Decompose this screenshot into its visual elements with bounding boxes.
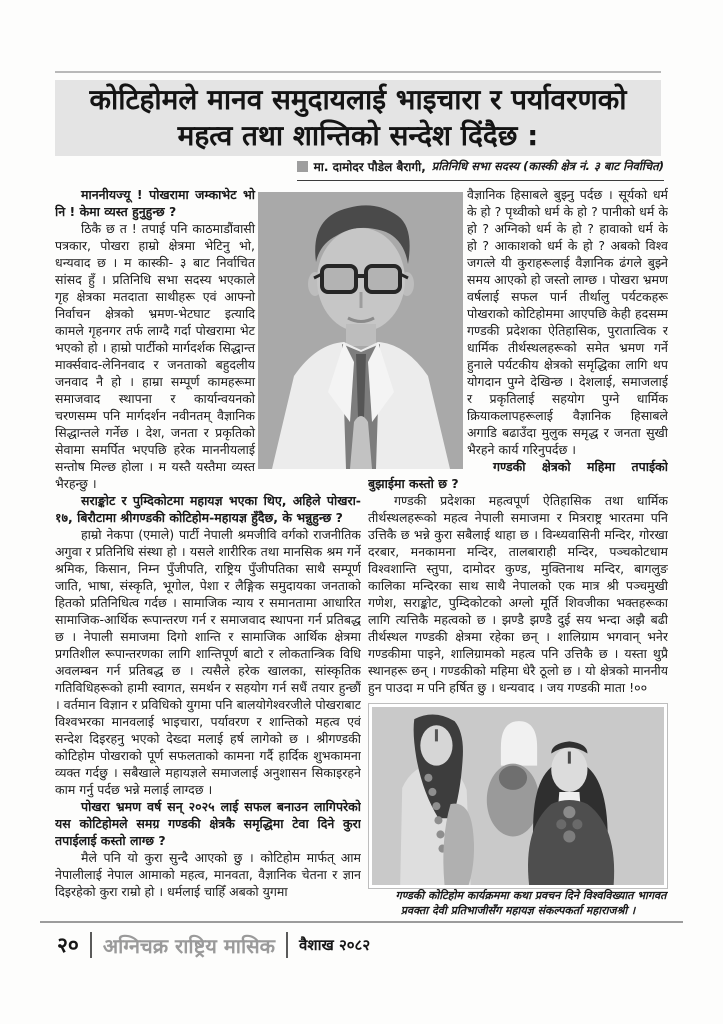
question-3: पोखरा भ्रमण वर्ष सन् २०२५ लाई सफल बनाउन लागिपरेको यस कोटिहोमले समग्र गण्डकी क्षेत्रकै समृद्धिमा टेवा दिने कुरा तपाईलाई कस्तो लाग्छ ?	[55, 799, 361, 848]
footer	[57, 931, 370, 959]
question-4: गण्डकी क्षेत्रको महिमा तपाईको बुझाईमा कस्तो छ ?	[368, 459, 668, 491]
article-title-line1: कोटिहोमले मानव समुदायलाई भाइचारा र पर्यावरणको	[89, 83, 627, 116]
event-photo-caption: गण्डकी कोटिहोम कार्यक्रममा कथा प्रवचन दिने विश्वविख्यात भागवत प्रवक्ता देवी प्रतिभाजीसँग महायज्ञ संकल्पकर्ता महाराजश्री ।	[368, 889, 668, 923]
byline-author-name: मा. दामोदर पौडेल बैरागी,	[313, 160, 426, 174]
answer-4: गण्डकी प्रदेशका महत्वपूर्ण ऐतिहासिक तथा धार्मिक तीर्थस्थलहरूको महत्व नेपाली समाजमा र मित्रराष्ट्र भारतमा पनि उत्तिकै छ भन्ने कुरा सबैलाई थाहा छ । विन्ध्यवासिनी मन्दिर, गोरखा दरबार, मनकामना मन्दिर, तालबाराही मन्दिर, पञ्चकोटधाम विश्वशान्ति स्तुपा, दामोदर कुण्ड, मुक्तिनाथ मन्दिर, बागलुङ कालिका मन्दिरका साथ साथै नेपालको एक मात्र श्री पञ्चमुखी गणेश, सराङ्कोट, पुम्दिकोटको अग्लो मूर्ति शिवजीका भक्तहरूका लागि त्यत्तिकै महत्वको छ । झण्डै झण्डै दुई सय भन्दा अझै बढी तीर्थस्थल गण्डकी क्षेत्रमा रहेका छन् । शालिग्राम भगवान् भनेर गण्डकीमा पाइने, शालिग्रामको महत्व पनि उत्तिकै छ । यस्ता थुप्रै स्थानहरू छन् । गण्डकीको महिमा धेरै ठूलो छ । यो क्षेत्रको माननीय हुन पाउदा म पनि हर्षित छु । धन्यवाद । जय गण्डकी माता !००	[368, 493, 668, 695]
magazine-name: अग्निचक्र राष्ट्रिय मासिक	[102, 933, 276, 958]
byline-author-role: प्रतिनिधि सभा सदस्य (कास्की क्षेत्र नं. ३ बाट निर्वाचित)	[431, 159, 664, 173]
answer-2: हाम्रो नेकपा (एमाले) पार्टी नेपाली श्रमजीवि वर्गको राजनीतिक अगुवा र प्रतिनिधि संस्था हो । यसले शारीरिक तथा मानसिक श्रम गर्ने श्रमिक, किसान, निम्न पुँजीपति, राष्ट्रिय पुँजीपतिका साथै सम्पूर्ण जाति, भाषा, संस्कृति, भूगोल, पेशा र लैङ्गिक समुदायका जनताको हितको प्रतिनिधित्व गर्दछ । सामाजिक न्याय र समानतामा आधारित सामाजिक-आर्थिक रूपान्तरण गर्न र समाजवाद स्थापना गर्न प्रतिबद्ध छ । नेपाली समाजमा दिगो शान्ति र सामाजिक आर्थिक क्षेत्रमा प्रगतिशील रूपान्तरणका लागि शान्तिपूर्ण बाटो र लोकतान्त्रिक विधि अवलम्बन गर्न प्रतिबद्ध छ । त्यसैले हरेक खालका, सांस्कृतिक गतिविधिहरूको हामी स्वागत, समर्थन र सहयोग गर्न सधैं तयार हुन्छौं । वर्तमान विज्ञान र प्रविधिको युगमा पनि बालयोगेश्वरजीले पोखराबाट विश्वभरका मानवलाई भाइचारा, पर्यावरण र शान्तिको महत्व एवं सन्देश दिइरहनु भएको देख्दा मलाई हर्ष लागेको छ । श्रीगण्डकी कोटिहोम पोखराको पूर्ण सफलताको कामना गर्दै हार्दिक शुभकामना व्यक्त गर्दछु । सबैखाले महायज्ञले समाजलाई अनुशासन सिकाइरहने काम गर्नु पर्दछ भन्ने मलाई लाग्दछ ।	[55, 527, 361, 797]
photo-wrap-spacer	[368, 186, 467, 473]
question-1: माननीयज्यू ! पोखरामा जम्काभेट भो नि ! केमा व्यस्त हुनुहुन्छ ?	[55, 187, 255, 219]
event-photo-illustration	[372, 707, 664, 885]
event-photo	[368, 703, 668, 889]
footer-divider	[286, 932, 288, 958]
footer-rule	[40, 921, 683, 923]
footer-divider	[90, 932, 92, 958]
byline	[297, 158, 664, 181]
page-number: २०	[57, 933, 79, 957]
answer-3-right-part: वैज्ञानिक हिसाबले बुझ्नु पर्दछ । सूर्यको धर्म के हो ? पृथ्वीको धर्म के हो ? पानीको धर्म के हो ? अग्निको धर्म के हो ? हावाको धर्म के हो ? आकाशको धर्म के हो ? अबको विश्व जगत्ले यी कुराहरूलाई वैज्ञानिक ढंगले बुझ्ने समय आएको हो जस्तो लाग्छ । पोखरा भ्रमण वर्षलाई सफल पार्न तीर्थालु पर्यटकहरू पोखराको कोटिहोममा आएपछि केही हदसम्म गण्डकी प्रदेशका ऐतिहासिक, पुरातात्विक र धार्मिक तीर्थस्थलहरूको समेत भ्रमण गर्ने हुनाले पर्यटकीय क्षेत्रको समृद्धिका लागि थप योगदान पुग्ने देखिन्छ । देशलाई, समाजलाई र प्रकृतिलाई सहयोग पुग्ने धार्मिक क्रियाकलापहरूलाई वैज्ञानिक हिसाबले अगाडि बढाउँदा मुलुक समृद्ध र जनता सुखी भैरहने कार्य गरिनुपर्दछ ।	[467, 187, 668, 457]
question-2: सराङ्कोट र पुम्दिकोटमा महायज्ञ भएका थिए, अहिले पोखरा- १७, बिरौटामा श्रीगण्डकी कोटिहोम-महायज्ञ हुँदैछ, के भन्नुहुन्छ ?	[55, 493, 361, 525]
top-rule	[55, 71, 661, 73]
byline-square-bullet-icon	[297, 161, 308, 172]
right-text-column	[368, 186, 668, 923]
article-title-line2: महत्व तथा शान्तिको सन्देश दिंदैछ :	[177, 119, 539, 152]
answer-3-left-part: मैले पनि यो कुरा सुन्दै आएको छु । कोटिहोम मार्फत् आम नेपालीलाई नेपाल आमाको महत्व, मानवता, वैज्ञानिक चेतना र ज्ञान दिइरहेको कुरा राम्रो हो । धर्मलाई चाहिँ अबको युगमा	[55, 850, 361, 899]
article-title-block	[55, 80, 661, 156]
issue-date: वैशाख २०८२	[299, 936, 371, 954]
answer-1: ठिकै छ त ! तपाई पनि काठमाडौंवासी पत्रकार, पोखरा हाम्रो क्षेत्रमा भेटिनु भो, धन्यवाद छ । म कास्की- ३ बाट निर्वाचित सांसद हुँ । प्रतिनिधि सभा सदस्य भएकाले गृह क्षेत्रका मतदाता साथीहरू एवं आफ्नो निर्वाचन क्षेत्रको भ्रमण-भेटघाट इत्यादि कामले गृहनगर तर्फ लाग्दै गर्दा पोखरामा भेट भएको हो । हाम्रो पार्टीको मार्गदर्शक सिद्धान्त मार्क्सवाद-लेनिनवाद र जनताको बहुदलीय जनवाद नै हो । हाम्रा सम्पूर्ण कामहरूमा समाजवाद स्थापना र कार्यान्वयनको चरणसम्म पनि मार्गदर्शन नवीनतम् वैज्ञानिक सिद्धान्तले गर्नेछ । देश, जनता र प्रकृतिको सेवामा समर्पित भएपछि हरेक माननीयलाई सन्तोष मिल्छ होला । म यस्तै यस्तैमा व्यस्त भैरहन्छु ।	[55, 221, 255, 491]
